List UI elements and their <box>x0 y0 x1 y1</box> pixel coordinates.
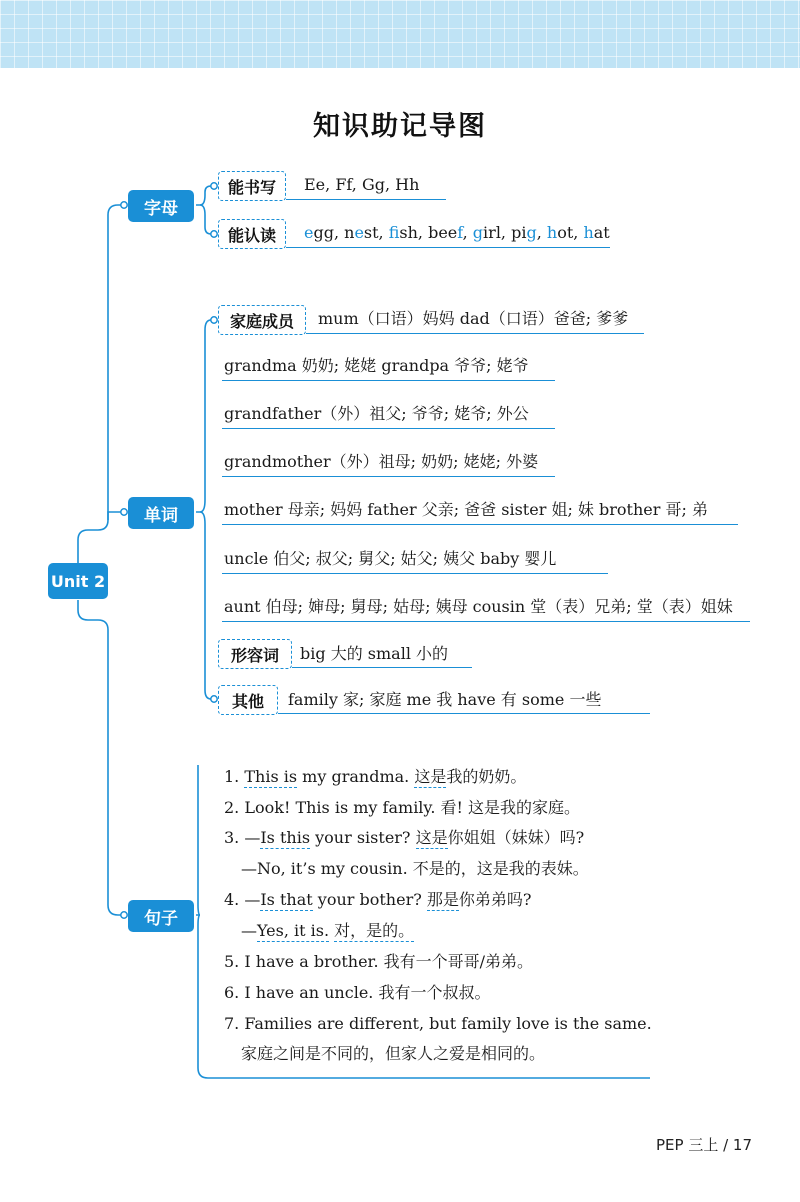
connector-dot <box>121 509 127 515</box>
underline <box>278 713 650 714</box>
word-text: pi <box>511 223 527 242</box>
word-text: st, <box>363 223 389 242</box>
root-node-label: Unit 2 <box>50 571 106 591</box>
underline <box>222 573 608 574</box>
word-text: , <box>536 223 547 242</box>
highlighted-letter: g <box>526 223 537 242</box>
family-line: aunt 伯母; 婶母; 舅母; 姑母; 姨母 cousin 堂（表）兄弟; 堂（表）姐妹 <box>224 597 733 616</box>
connector-dot <box>121 202 127 208</box>
underline <box>222 380 555 381</box>
underline <box>306 333 644 334</box>
sentence-line: 7. Families are different, but family love is the same. <box>224 1014 652 1033</box>
sentence-line: —Yes, it is. 对，是的。 <box>241 921 415 940</box>
letters-write-text: Ee, Ff, Gg, Hh <box>304 175 420 194</box>
adjectives-text: big 大的 small 小的 <box>300 644 449 663</box>
underline <box>222 621 750 622</box>
branch-label-words: 单词 <box>144 505 178 526</box>
sentence-line: 家庭之间是不同的，但家人之爱是相同的。 <box>241 1044 546 1063</box>
branch-node-sentences <box>128 900 194 932</box>
sentence-line: 2. Look! This is my family. 看! 这是我的家庭。 <box>224 798 581 817</box>
underline <box>286 199 446 200</box>
sentence-line: 5. I have a brother. 我有一个哥哥/弟弟。 <box>224 952 534 971</box>
tag-others <box>218 685 278 715</box>
sentence-line: 3. —Is this your sister? 这是你姐姐（妹妹）吗? <box>224 828 585 847</box>
connector-dot <box>121 912 127 918</box>
family-first-line: mum（口语）妈妈 dad（口语）爸爸; 爹爹 <box>318 309 629 328</box>
branch-node-words <box>128 497 194 529</box>
connector-dot <box>211 317 217 323</box>
branch-node-letters <box>128 190 194 222</box>
word-text: , <box>462 223 473 242</box>
sentence-line: 1. This is my grandma. 这是我的奶奶。 <box>224 767 527 786</box>
highlighted-letter: f <box>388 223 400 242</box>
page-footer: PEP 三上 / 17 <box>655 1136 752 1154</box>
highlighted-letter: e <box>304 223 314 242</box>
underline <box>222 476 555 477</box>
sentence-line: —No, it’s my cousin. 不是的，这是我的表妹。 <box>241 859 589 878</box>
word-text: gg, <box>313 223 345 242</box>
letters-read-words <box>304 222 610 244</box>
sentence-line: 4. —Is that your bother? 那是你弟弟吗? <box>224 890 532 909</box>
sentence-line: 6. I have an uncle. 我有一个叔叔。 <box>224 983 491 1002</box>
tag-family-members <box>218 305 306 335</box>
branch-label-letters: 字母 <box>144 198 178 219</box>
word-text: irl, <box>483 223 512 242</box>
highlighted-letter: h <box>583 223 594 242</box>
tag-adjectives-label: 形容词 <box>230 645 279 665</box>
family-line: uncle 伯父; 叔父; 舅父; 姑父; 姨父 baby 婴儿 <box>224 549 557 568</box>
tag-family-members-label: 家庭成员 <box>229 311 294 331</box>
highlighted-letter: e <box>354 223 364 242</box>
root-node-unit <box>48 563 108 599</box>
highlighted-letter: g <box>472 223 484 242</box>
word-text: bee <box>428 223 458 242</box>
word-text: n <box>344 223 355 242</box>
family-line: grandfather（外）祖父; 爷爷; 姥爷; 外公 <box>224 404 529 423</box>
tag-can-write <box>218 171 286 201</box>
word-text: ot, <box>557 223 584 242</box>
family-line: mother 母亲; 妈妈 father 父亲; 爸爸 sister 姐; 妹 brother 哥; 弟 <box>224 500 708 519</box>
tag-can-read <box>218 219 286 249</box>
highlighted-letter: h <box>546 223 558 242</box>
word-text: at <box>593 223 610 242</box>
branch-label-sentences: 句子 <box>144 908 178 929</box>
tag-can-write-label: 能书写 <box>227 177 276 197</box>
word-text: ish, <box>399 223 429 242</box>
underline <box>222 428 555 429</box>
underline <box>292 667 472 668</box>
connector-dot <box>211 183 217 189</box>
page-title: 知识助记导图 <box>313 111 487 142</box>
underline <box>286 247 610 248</box>
tag-adjectives <box>218 639 292 669</box>
family-line: grandma 奶奶; 姥姥 grandpa 爷爷; 姥爷 <box>224 356 529 375</box>
connector-dot <box>211 696 217 702</box>
others-text: family 家; 家庭 me 我 have 有 some 一些 <box>288 690 602 709</box>
tag-others-label: 其他 <box>231 691 264 711</box>
tag-can-read-label: 能认读 <box>227 225 276 245</box>
connector-dot <box>211 231 217 237</box>
underline <box>222 524 738 525</box>
highlighted-letter: f <box>457 223 463 242</box>
family-line: grandmother（外）祖母; 奶奶; 姥姥; 外婆 <box>224 452 539 471</box>
